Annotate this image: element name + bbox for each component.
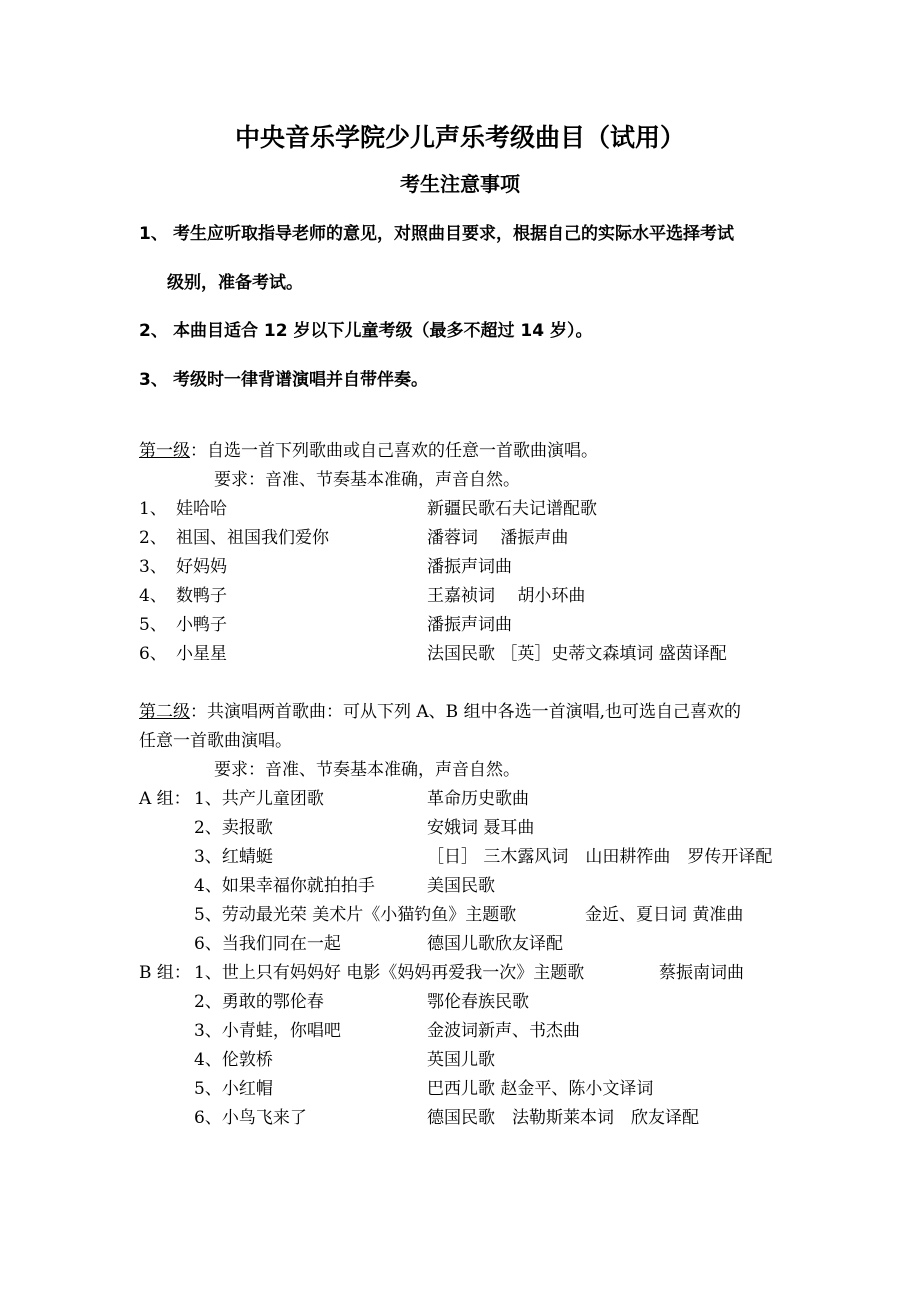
group-a-label: A 组： [139, 789, 191, 809]
song-credit: 安娥词 聂耳曲 [427, 818, 535, 838]
song-credit: 巴西儿歌 赵金平、陈小文译词 [427, 1079, 654, 1099]
song-title: 3、红蜻蜓 [194, 847, 273, 867]
note-text: 考生应听取指导老师的意见，对照曲目要求，根据自己的实际水平选择考试 [173, 224, 734, 244]
note-1 [139, 219, 799, 244]
song-title: 1、世上只有妈妈好 电影《妈妈再爱我一次》主题歌 [194, 963, 585, 983]
song-title: 4、伦敦桥 [194, 1050, 273, 1070]
level2-intro: ：共演唱两首歌曲：可从下列 A、B 组中各选一首演唱,也可选自己喜欢的 [190, 702, 741, 722]
song-title: 3、小青蛙，你唱吧 [194, 1021, 341, 1041]
song-title: 小鸭子 [176, 615, 227, 635]
song-credit: 新疆民歌石夫记谱配歌 [427, 499, 597, 519]
song-credit: 金近、夏日词 黄准曲 [585, 905, 744, 925]
level1-intro: ：自选一首下列歌曲或自己喜欢的任意一首歌曲演唱。 [190, 441, 598, 461]
level2-heading [139, 697, 741, 722]
song-title: 祖国、祖国我们爱你 [176, 528, 329, 548]
song-number: 5、 [139, 615, 167, 635]
song-title: 6、当我们同在一起 [194, 934, 341, 954]
song-title: 娃哈哈 [176, 499, 227, 519]
group-b-label: B 组： [139, 963, 191, 983]
level1-heading [139, 436, 598, 461]
note-number: 1、 [139, 224, 168, 244]
song-title: 5、劳动最光荣 美术片《小猫钓鱼》主题歌 [194, 905, 517, 925]
song-title: 6、小鸟飞来了 [194, 1108, 307, 1128]
song-credit: 王嘉祯词 胡小环曲 [427, 586, 586, 606]
song-credit: 美国民歌 [427, 876, 495, 896]
song-title: 2、勇敢的鄂伦春 [194, 992, 324, 1012]
song-credit: 金波词新声、书杰曲 [427, 1021, 580, 1041]
song-title: 数鸭子 [176, 586, 227, 606]
level1-requirement: 要求：音准、节奏基本准确，声音自然。 [214, 470, 520, 490]
song-credit: ［日］ 三木露风词 山田耕筰曲 罗传开译配 [427, 847, 773, 867]
page-subtitle: 考生注意事项 [400, 172, 520, 196]
song-credit: 蔡振南词曲 [659, 963, 744, 983]
level2-intro-continuation: 任意一首歌曲演唱。 [139, 731, 292, 751]
note-text: 考级时一律背谱演唱并自带伴奏。 [173, 370, 428, 390]
note-2 [139, 316, 799, 341]
song-credit: 革命历史歌曲 [427, 789, 529, 809]
song-credit: 德国儿歌欣友译配 [427, 934, 563, 954]
song-title: 好妈妈 [176, 557, 227, 577]
song-number: 3、 [139, 557, 167, 577]
song-credit: 英国儿歌 [427, 1050, 495, 1070]
song-credit: 德国民歌 法勒斯莱本词 欣友译配 [427, 1108, 699, 1128]
level2-label: 第二级 [139, 702, 190, 722]
note-3 [139, 365, 799, 390]
song-credit: 法国民歌 ［英］史蒂文森填词 盛茵译配 [427, 644, 727, 664]
song-title: 2、卖报歌 [194, 818, 273, 838]
song-number: 6、 [139, 644, 167, 664]
song-title: 4、如果幸福你就拍拍手 [194, 876, 375, 896]
page-title: 中央音乐学院少儿声乐考级曲目（试用） [234, 123, 685, 152]
level2-requirement: 要求：音准、节奏基本准确，声音自然。 [214, 760, 520, 780]
song-title: 5、小红帽 [194, 1079, 273, 1099]
song-number: 2、 [139, 528, 167, 548]
song-credit: 潘蓉词 潘振声曲 [427, 528, 569, 548]
song-title: 小星星 [176, 644, 227, 664]
song-title: 1、共产儿童团歌 [194, 789, 324, 809]
level1-label: 第一级 [139, 441, 190, 461]
note-1-continuation: 级别，准备考试。 [167, 273, 303, 293]
note-number: 2、 [139, 321, 168, 341]
song-credit: 潘振声词曲 [427, 615, 512, 635]
song-credit: 潘振声词曲 [427, 557, 512, 577]
song-number: 4、 [139, 586, 167, 606]
note-number: 3、 [139, 370, 168, 390]
song-credit: 鄂伦春族民歌 [427, 992, 529, 1012]
note-text: 本曲目适合 12 岁以下儿童考级（最多不超过 14 岁）。 [173, 321, 593, 341]
song-number: 1、 [139, 499, 167, 519]
